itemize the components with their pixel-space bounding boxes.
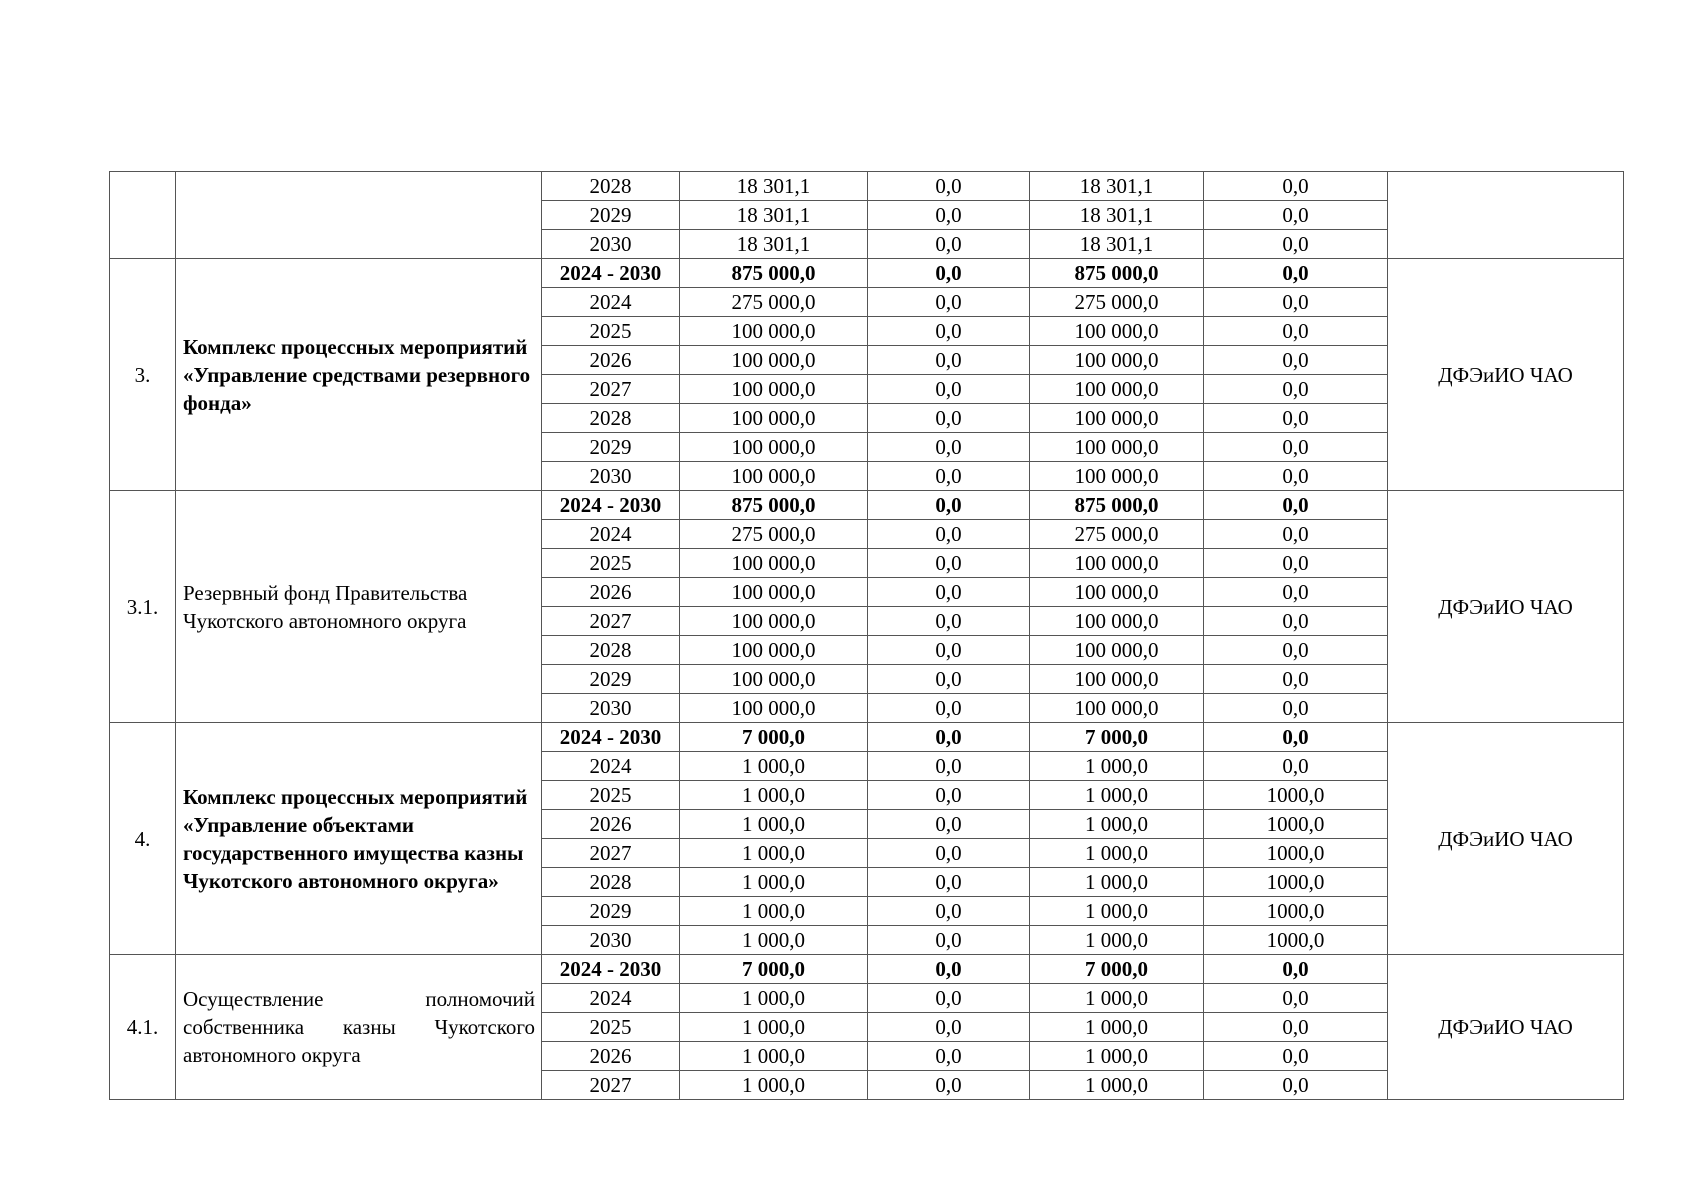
total-cell: 100 000,0 xyxy=(680,636,868,665)
total-cell: 100 000,0 xyxy=(680,462,868,491)
table-row xyxy=(110,723,1624,752)
federal-cell: 0,0 xyxy=(868,752,1030,781)
period-cell: 2030 xyxy=(542,926,680,955)
other-cell: 0,0 xyxy=(1204,201,1388,230)
period-cell: 2029 xyxy=(542,433,680,462)
other-cell: 1000,0 xyxy=(1204,810,1388,839)
federal-cell: 0,0 xyxy=(868,868,1030,897)
other-cell: 0,0 xyxy=(1204,1071,1388,1100)
other-cell: 0,0 xyxy=(1204,665,1388,694)
regional-cell: 100 000,0 xyxy=(1030,346,1204,375)
period-cell: 2028 xyxy=(542,868,680,897)
period-cell: 2024 xyxy=(542,288,680,317)
regional-cell: 1 000,0 xyxy=(1030,1042,1204,1071)
period-cell: 2025 xyxy=(542,549,680,578)
federal-cell: 0,0 xyxy=(868,549,1030,578)
item-name: Комплекс процессных мероприятий «Управление средствами резервного фонда» xyxy=(176,259,542,491)
total-cell: 100 000,0 xyxy=(680,375,868,404)
regional-cell: 1 000,0 xyxy=(1030,781,1204,810)
other-cell: 0,0 xyxy=(1204,636,1388,665)
period-cell: 2029 xyxy=(542,665,680,694)
item-number: 4. xyxy=(110,723,176,955)
regional-cell: 1 000,0 xyxy=(1030,868,1204,897)
total-cell: 275 000,0 xyxy=(680,520,868,549)
regional-cell: 100 000,0 xyxy=(1030,317,1204,346)
other-cell: 1000,0 xyxy=(1204,868,1388,897)
total-cell: 1 000,0 xyxy=(680,897,868,926)
other-cell: 0,0 xyxy=(1204,259,1388,288)
regional-cell: 100 000,0 xyxy=(1030,665,1204,694)
total-cell: 100 000,0 xyxy=(680,404,868,433)
regional-cell: 100 000,0 xyxy=(1030,404,1204,433)
other-cell: 0,0 xyxy=(1204,694,1388,723)
other-cell: 0,0 xyxy=(1204,172,1388,201)
regional-cell: 100 000,0 xyxy=(1030,578,1204,607)
regional-cell: 100 000,0 xyxy=(1030,694,1204,723)
other-cell: 0,0 xyxy=(1204,723,1388,752)
period-cell: 2030 xyxy=(542,230,680,259)
regional-cell: 100 000,0 xyxy=(1030,375,1204,404)
table-row xyxy=(110,491,1624,520)
federal-cell: 0,0 xyxy=(868,462,1030,491)
period-cell: 2028 xyxy=(542,404,680,433)
federal-cell: 0,0 xyxy=(868,984,1030,1013)
total-cell: 100 000,0 xyxy=(680,607,868,636)
period-cell: 2025 xyxy=(542,1013,680,1042)
period-cell: 2024 xyxy=(542,520,680,549)
total-cell: 100 000,0 xyxy=(680,317,868,346)
total-cell: 1 000,0 xyxy=(680,984,868,1013)
regional-cell: 100 000,0 xyxy=(1030,636,1204,665)
federal-cell: 0,0 xyxy=(868,288,1030,317)
total-cell: 1 000,0 xyxy=(680,839,868,868)
regional-cell: 18 301,1 xyxy=(1030,230,1204,259)
regional-cell: 1 000,0 xyxy=(1030,1013,1204,1042)
total-cell: 7 000,0 xyxy=(680,955,868,984)
other-cell: 0,0 xyxy=(1204,433,1388,462)
federal-cell: 0,0 xyxy=(868,259,1030,288)
other-cell: 0,0 xyxy=(1204,230,1388,259)
item-number xyxy=(110,172,176,259)
federal-cell: 0,0 xyxy=(868,578,1030,607)
period-cell: 2026 xyxy=(542,810,680,839)
federal-cell: 0,0 xyxy=(868,955,1030,984)
other-cell: 0,0 xyxy=(1204,520,1388,549)
federal-cell: 0,0 xyxy=(868,723,1030,752)
period-cell: 2029 xyxy=(542,201,680,230)
total-cell: 7 000,0 xyxy=(680,723,868,752)
other-cell: 0,0 xyxy=(1204,346,1388,375)
responsible-executor: ДФЭиИО ЧАО xyxy=(1388,723,1624,955)
item-name: Осуществление полномочий собственника казны Чукотского автономного округа xyxy=(176,955,542,1100)
period-cell: 2027 xyxy=(542,839,680,868)
funding-table xyxy=(109,171,1624,1100)
responsible-executor: ДФЭиИО ЧАО xyxy=(1388,259,1624,491)
federal-cell: 0,0 xyxy=(868,1071,1030,1100)
federal-cell: 0,0 xyxy=(868,201,1030,230)
other-cell: 0,0 xyxy=(1204,462,1388,491)
other-cell: 0,0 xyxy=(1204,404,1388,433)
other-cell: 0,0 xyxy=(1204,955,1388,984)
total-cell: 100 000,0 xyxy=(680,694,868,723)
regional-cell: 875 000,0 xyxy=(1030,491,1204,520)
period-cell: 2030 xyxy=(542,694,680,723)
regional-cell: 1 000,0 xyxy=(1030,984,1204,1013)
regional-cell: 100 000,0 xyxy=(1030,549,1204,578)
regional-cell: 275 000,0 xyxy=(1030,288,1204,317)
other-cell: 0,0 xyxy=(1204,317,1388,346)
total-cell: 1 000,0 xyxy=(680,868,868,897)
item-number: 3.1. xyxy=(110,491,176,723)
period-cell: 2024 xyxy=(542,984,680,1013)
total-cell: 1 000,0 xyxy=(680,1071,868,1100)
responsible-executor: ДФЭиИО ЧАО xyxy=(1388,955,1624,1100)
federal-cell: 0,0 xyxy=(868,317,1030,346)
federal-cell: 0,0 xyxy=(868,172,1030,201)
responsible-executor xyxy=(1388,172,1624,259)
federal-cell: 0,0 xyxy=(868,607,1030,636)
other-cell: 1000,0 xyxy=(1204,839,1388,868)
total-cell: 100 000,0 xyxy=(680,549,868,578)
period-cell: 2027 xyxy=(542,1071,680,1100)
period-cell: 2030 xyxy=(542,462,680,491)
period-cell: 2024 - 2030 xyxy=(542,723,680,752)
table-row xyxy=(110,955,1624,984)
other-cell: 0,0 xyxy=(1204,491,1388,520)
item-name xyxy=(176,172,542,259)
table-row xyxy=(110,172,1624,201)
regional-cell: 1 000,0 xyxy=(1030,926,1204,955)
total-cell: 1 000,0 xyxy=(680,781,868,810)
regional-cell: 875 000,0 xyxy=(1030,259,1204,288)
total-cell: 100 000,0 xyxy=(680,346,868,375)
other-cell: 1000,0 xyxy=(1204,897,1388,926)
federal-cell: 0,0 xyxy=(868,926,1030,955)
total-cell: 100 000,0 xyxy=(680,578,868,607)
period-cell: 2027 xyxy=(542,607,680,636)
regional-cell: 1 000,0 xyxy=(1030,1071,1204,1100)
federal-cell: 0,0 xyxy=(868,694,1030,723)
federal-cell: 0,0 xyxy=(868,1013,1030,1042)
other-cell: 0,0 xyxy=(1204,607,1388,636)
regional-cell: 18 301,1 xyxy=(1030,172,1204,201)
period-cell: 2025 xyxy=(542,781,680,810)
total-cell: 1 000,0 xyxy=(680,1042,868,1071)
period-cell: 2028 xyxy=(542,172,680,201)
other-cell: 0,0 xyxy=(1204,984,1388,1013)
federal-cell: 0,0 xyxy=(868,897,1030,926)
federal-cell: 0,0 xyxy=(868,230,1030,259)
other-cell: 0,0 xyxy=(1204,752,1388,781)
regional-cell: 100 000,0 xyxy=(1030,607,1204,636)
item-name: Комплекс процессных мероприятий «Управление объектами государственного имущества казны Чукотского автономного округа» xyxy=(176,723,542,955)
period-cell: 2024 - 2030 xyxy=(542,955,680,984)
federal-cell: 0,0 xyxy=(868,810,1030,839)
period-cell: 2024 - 2030 xyxy=(542,259,680,288)
federal-cell: 0,0 xyxy=(868,346,1030,375)
regional-cell: 100 000,0 xyxy=(1030,462,1204,491)
period-cell: 2024 xyxy=(542,752,680,781)
total-cell: 275 000,0 xyxy=(680,288,868,317)
regional-cell: 1 000,0 xyxy=(1030,839,1204,868)
other-cell: 0,0 xyxy=(1204,549,1388,578)
total-cell: 1 000,0 xyxy=(680,752,868,781)
federal-cell: 0,0 xyxy=(868,404,1030,433)
other-cell: 0,0 xyxy=(1204,1042,1388,1071)
federal-cell: 0,0 xyxy=(868,839,1030,868)
federal-cell: 0,0 xyxy=(868,1042,1030,1071)
period-cell: 2026 xyxy=(542,346,680,375)
table-body xyxy=(110,172,1624,1100)
period-cell: 2024 - 2030 xyxy=(542,491,680,520)
regional-cell: 7 000,0 xyxy=(1030,955,1204,984)
period-cell: 2027 xyxy=(542,375,680,404)
total-cell: 100 000,0 xyxy=(680,433,868,462)
total-cell: 18 301,1 xyxy=(680,172,868,201)
total-cell: 18 301,1 xyxy=(680,201,868,230)
table-row xyxy=(110,259,1624,288)
other-cell: 0,0 xyxy=(1204,375,1388,404)
period-cell: 2026 xyxy=(542,1042,680,1071)
period-cell: 2026 xyxy=(542,578,680,607)
period-cell: 2029 xyxy=(542,897,680,926)
other-cell: 1000,0 xyxy=(1204,926,1388,955)
regional-cell: 1 000,0 xyxy=(1030,752,1204,781)
total-cell: 18 301,1 xyxy=(680,230,868,259)
regional-cell: 1 000,0 xyxy=(1030,897,1204,926)
federal-cell: 0,0 xyxy=(868,781,1030,810)
total-cell: 875 000,0 xyxy=(680,491,868,520)
federal-cell: 0,0 xyxy=(868,433,1030,462)
item-number: 3. xyxy=(110,259,176,491)
federal-cell: 0,0 xyxy=(868,520,1030,549)
other-cell: 1000,0 xyxy=(1204,781,1388,810)
regional-cell: 100 000,0 xyxy=(1030,433,1204,462)
total-cell: 1 000,0 xyxy=(680,810,868,839)
federal-cell: 0,0 xyxy=(868,375,1030,404)
regional-cell: 7 000,0 xyxy=(1030,723,1204,752)
regional-cell: 275 000,0 xyxy=(1030,520,1204,549)
regional-cell: 1 000,0 xyxy=(1030,810,1204,839)
period-cell: 2028 xyxy=(542,636,680,665)
period-cell: 2025 xyxy=(542,317,680,346)
item-name: Резервный фонд Правительства Чукотского автономного округа xyxy=(176,491,542,723)
responsible-executor: ДФЭиИО ЧАО xyxy=(1388,491,1624,723)
federal-cell: 0,0 xyxy=(868,665,1030,694)
federal-cell: 0,0 xyxy=(868,636,1030,665)
total-cell: 1 000,0 xyxy=(680,1013,868,1042)
total-cell: 100 000,0 xyxy=(680,665,868,694)
other-cell: 0,0 xyxy=(1204,1013,1388,1042)
total-cell: 875 000,0 xyxy=(680,259,868,288)
item-number: 4.1. xyxy=(110,955,176,1100)
federal-cell: 0,0 xyxy=(868,491,1030,520)
other-cell: 0,0 xyxy=(1204,288,1388,317)
regional-cell: 18 301,1 xyxy=(1030,201,1204,230)
other-cell: 0,0 xyxy=(1204,578,1388,607)
total-cell: 1 000,0 xyxy=(680,926,868,955)
